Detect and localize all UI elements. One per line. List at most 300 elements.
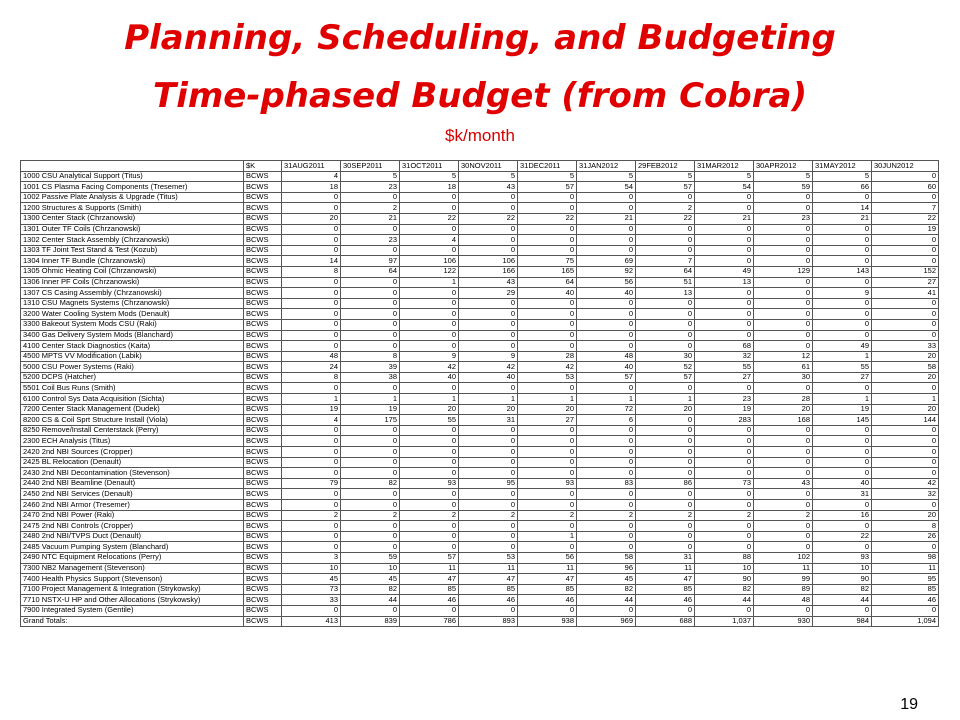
- value-cell: 0: [341, 468, 400, 479]
- value-cell: 0: [400, 203, 459, 214]
- value-cell: 0: [636, 457, 695, 468]
- value-cell: 21: [577, 213, 636, 224]
- value-cell: 64: [636, 266, 695, 277]
- table-row: [21, 341, 939, 352]
- value-cell: 0: [341, 341, 400, 352]
- value-cell: 839: [341, 616, 400, 627]
- value-cell: 29: [459, 288, 518, 299]
- table-row: [21, 351, 939, 362]
- value-cell: 0: [695, 319, 754, 330]
- value-cell: 1: [636, 394, 695, 405]
- value-cell: 0: [400, 521, 459, 532]
- value-cell: 0: [459, 383, 518, 394]
- measure-cell: BCWS: [244, 404, 282, 415]
- measure-cell: BCWS: [244, 595, 282, 606]
- value-cell: 82: [341, 478, 400, 489]
- value-cell: 0: [341, 500, 400, 511]
- value-cell: 0: [518, 521, 577, 532]
- value-cell: 0: [872, 235, 939, 246]
- measure-cell: BCWS: [244, 552, 282, 563]
- column-header: 30NOV2011: [459, 161, 518, 172]
- value-cell: 0: [695, 330, 754, 341]
- value-cell: 0: [518, 330, 577, 341]
- value-cell: 4: [400, 235, 459, 246]
- value-cell: 0: [282, 500, 341, 511]
- value-cell: 0: [577, 605, 636, 616]
- column-header: $K: [244, 161, 282, 172]
- value-cell: 20: [872, 351, 939, 362]
- value-cell: 0: [813, 330, 872, 341]
- row-label: 1307 CS Casing Assembly (Chrzanowski): [21, 288, 244, 299]
- value-cell: 42: [400, 362, 459, 373]
- value-cell: 102: [754, 552, 813, 563]
- value-cell: 1: [341, 394, 400, 405]
- measure-cell: BCWS: [244, 372, 282, 383]
- value-cell: 1: [813, 351, 872, 362]
- value-cell: 46: [459, 595, 518, 606]
- value-cell: 0: [872, 383, 939, 394]
- value-cell: 47: [518, 574, 577, 585]
- value-cell: 40: [577, 288, 636, 299]
- value-cell: 93: [518, 478, 577, 489]
- value-cell: 48: [754, 595, 813, 606]
- value-cell: 106: [400, 256, 459, 267]
- table-row: [21, 552, 939, 563]
- row-label: 1002 Passive Plate Analysis & Upgrade (Titus): [21, 192, 244, 203]
- value-cell: 14: [282, 256, 341, 267]
- measure-cell: BCWS: [244, 330, 282, 341]
- value-cell: 0: [577, 521, 636, 532]
- value-cell: 85: [636, 584, 695, 595]
- value-cell: 0: [636, 245, 695, 256]
- value-cell: 0: [813, 245, 872, 256]
- value-cell: 0: [754, 425, 813, 436]
- value-cell: 0: [282, 447, 341, 458]
- value-cell: 0: [282, 531, 341, 542]
- slide-title-line-1: Planning, Scheduling, and Budgeting: [124, 18, 836, 58]
- value-cell: 8: [282, 266, 341, 277]
- value-cell: 22: [400, 213, 459, 224]
- value-cell: 73: [282, 584, 341, 595]
- value-cell: 1: [518, 531, 577, 542]
- value-cell: 0: [459, 436, 518, 447]
- row-label: 4100 Center Stack Diagnostics (Kaita): [21, 341, 244, 352]
- value-cell: 0: [400, 319, 459, 330]
- table-row: [21, 213, 939, 224]
- table-row: [21, 182, 939, 193]
- value-cell: 0: [518, 203, 577, 214]
- value-cell: 57: [577, 372, 636, 383]
- column-header: 31JAN2012: [577, 161, 636, 172]
- measure-cell: BCWS: [244, 351, 282, 362]
- value-cell: 0: [813, 383, 872, 394]
- value-cell: 0: [813, 425, 872, 436]
- value-cell: 0: [282, 319, 341, 330]
- table-row: [21, 277, 939, 288]
- value-cell: 145: [813, 415, 872, 426]
- value-cell: 0: [459, 330, 518, 341]
- value-cell: 12: [754, 351, 813, 362]
- value-cell: 938: [518, 616, 577, 627]
- measure-cell: BCWS: [244, 415, 282, 426]
- value-cell: 2: [518, 510, 577, 521]
- value-cell: 21: [813, 213, 872, 224]
- value-cell: 0: [577, 192, 636, 203]
- row-label: 7900 Integrated System (Gentile): [21, 605, 244, 616]
- value-cell: 0: [341, 192, 400, 203]
- value-cell: 0: [577, 224, 636, 235]
- table-row: [21, 436, 939, 447]
- value-cell: 0: [577, 235, 636, 246]
- row-label: 1306 Inner PF Coils (Chrzanowski): [21, 277, 244, 288]
- value-cell: 0: [577, 319, 636, 330]
- table-row: [21, 330, 939, 341]
- value-cell: 0: [695, 521, 754, 532]
- value-cell: 40: [400, 372, 459, 383]
- value-cell: 0: [872, 298, 939, 309]
- value-cell: 19: [282, 404, 341, 415]
- value-cell: 0: [813, 542, 872, 553]
- value-cell: 0: [577, 542, 636, 553]
- value-cell: 48: [282, 351, 341, 362]
- value-cell: 0: [695, 245, 754, 256]
- value-cell: 13: [695, 277, 754, 288]
- row-label: 1304 Inner TF Bundle (Chrzanowski): [21, 256, 244, 267]
- value-cell: 4: [282, 171, 341, 182]
- value-cell: 0: [459, 309, 518, 320]
- value-cell: 0: [459, 425, 518, 436]
- value-cell: 688: [636, 616, 695, 627]
- measure-cell: BCWS: [244, 574, 282, 585]
- value-cell: 82: [341, 584, 400, 595]
- measure-cell: BCWS: [244, 468, 282, 479]
- value-cell: 0: [695, 457, 754, 468]
- row-label: 1000 CSU Analytical Support (Titus): [21, 171, 244, 182]
- value-cell: 0: [872, 330, 939, 341]
- value-cell: 38: [341, 372, 400, 383]
- value-cell: 5: [459, 171, 518, 182]
- value-cell: 0: [872, 447, 939, 458]
- value-cell: 0: [518, 309, 577, 320]
- value-cell: 28: [518, 351, 577, 362]
- table-row: [21, 605, 939, 616]
- measure-cell: BCWS: [244, 319, 282, 330]
- value-cell: 0: [636, 383, 695, 394]
- value-cell: 23: [341, 235, 400, 246]
- value-cell: 0: [282, 436, 341, 447]
- value-cell: 3: [282, 552, 341, 563]
- value-cell: 22: [872, 213, 939, 224]
- value-cell: 0: [754, 277, 813, 288]
- measure-cell: BCWS: [244, 192, 282, 203]
- value-cell: 175: [341, 415, 400, 426]
- value-cell: 0: [872, 605, 939, 616]
- value-cell: 5: [341, 171, 400, 182]
- value-cell: 11: [459, 563, 518, 574]
- value-cell: 51: [636, 277, 695, 288]
- value-cell: 0: [636, 235, 695, 246]
- value-cell: 0: [754, 468, 813, 479]
- value-cell: 0: [341, 447, 400, 458]
- value-cell: 11: [636, 563, 695, 574]
- row-label: 2450 2nd NBI Services (Denault): [21, 489, 244, 500]
- value-cell: 0: [695, 489, 754, 500]
- value-cell: 0: [577, 436, 636, 447]
- value-cell: 45: [341, 574, 400, 585]
- value-cell: 5: [695, 171, 754, 182]
- row-label: 1301 Outer TF Coils (Chrzanowski): [21, 224, 244, 235]
- value-cell: 0: [400, 531, 459, 542]
- row-label: 1300 Center Stack (Chrzanowski): [21, 213, 244, 224]
- value-cell: 14: [813, 203, 872, 214]
- value-cell: 20: [754, 404, 813, 415]
- row-label: 8200 CS & Coil Sprt Structure Install (Viola): [21, 415, 244, 426]
- value-cell: 4: [282, 415, 341, 426]
- row-label: 2480 2nd NBI/TVPS Duct (Denault): [21, 531, 244, 542]
- table-row: [21, 256, 939, 267]
- value-cell: 20: [282, 213, 341, 224]
- row-label: 2475 2nd NBI Controls (Cropper): [21, 521, 244, 532]
- measure-cell: BCWS: [244, 298, 282, 309]
- value-cell: 0: [577, 330, 636, 341]
- value-cell: 0: [754, 531, 813, 542]
- value-cell: 5: [518, 171, 577, 182]
- measure-cell: BCWS: [244, 245, 282, 256]
- value-cell: 0: [636, 319, 695, 330]
- value-cell: 0: [577, 298, 636, 309]
- value-cell: 0: [754, 489, 813, 500]
- row-label: 2440 2nd NBI Beamline (Denault): [21, 478, 244, 489]
- value-cell: 7: [872, 203, 939, 214]
- value-cell: 57: [518, 182, 577, 193]
- row-label: 1001 CS Plasma Facing Components (Tresemer): [21, 182, 244, 193]
- value-cell: 0: [282, 330, 341, 341]
- value-cell: 9: [813, 288, 872, 299]
- value-cell: 0: [872, 319, 939, 330]
- value-cell: 33: [282, 595, 341, 606]
- row-label: 1200 Structures & Supports (Smith): [21, 203, 244, 214]
- measure-cell: BCWS: [244, 277, 282, 288]
- value-cell: 56: [518, 552, 577, 563]
- measure-cell: BCWS: [244, 584, 282, 595]
- value-cell: 0: [695, 447, 754, 458]
- table-row: [21, 192, 939, 203]
- budget-table: [20, 160, 939, 627]
- value-cell: 1: [400, 394, 459, 405]
- value-cell: 0: [400, 192, 459, 203]
- value-cell: 0: [400, 245, 459, 256]
- value-cell: 44: [813, 595, 872, 606]
- value-cell: 19: [813, 404, 872, 415]
- value-cell: 11: [518, 563, 577, 574]
- value-cell: 413: [282, 616, 341, 627]
- value-cell: 0: [636, 468, 695, 479]
- value-cell: 9: [400, 351, 459, 362]
- value-cell: 30: [636, 351, 695, 362]
- value-cell: 0: [754, 383, 813, 394]
- value-cell: 0: [400, 425, 459, 436]
- value-cell: 0: [341, 298, 400, 309]
- value-cell: 0: [577, 245, 636, 256]
- value-cell: 43: [754, 478, 813, 489]
- value-cell: 66: [813, 182, 872, 193]
- value-cell: 33: [872, 341, 939, 352]
- value-cell: 0: [577, 489, 636, 500]
- row-label: 5501 Coil Bus Runs (Smith): [21, 383, 244, 394]
- value-cell: 0: [695, 605, 754, 616]
- value-cell: 0: [636, 605, 695, 616]
- column-header: 29FEB2012: [636, 161, 695, 172]
- table-row: [21, 521, 939, 532]
- value-cell: 152: [872, 266, 939, 277]
- value-cell: 85: [518, 584, 577, 595]
- value-cell: 44: [341, 595, 400, 606]
- value-cell: 0: [754, 542, 813, 553]
- table-row: [21, 404, 939, 415]
- value-cell: 55: [695, 362, 754, 373]
- value-cell: 0: [459, 203, 518, 214]
- row-label: 7400 Health Physics Support (Stevenson): [21, 574, 244, 585]
- value-cell: 984: [813, 616, 872, 627]
- value-cell: 42: [518, 362, 577, 373]
- value-cell: 0: [754, 457, 813, 468]
- value-cell: 54: [577, 182, 636, 193]
- table-row: [21, 171, 939, 182]
- value-cell: 0: [813, 457, 872, 468]
- value-cell: 0: [341, 457, 400, 468]
- table-row: [21, 447, 939, 458]
- value-cell: 0: [341, 436, 400, 447]
- measure-cell: BCWS: [244, 383, 282, 394]
- value-cell: 0: [459, 245, 518, 256]
- value-cell: 0: [754, 203, 813, 214]
- table-row: [21, 224, 939, 235]
- value-cell: 168: [754, 415, 813, 426]
- value-cell: 0: [636, 224, 695, 235]
- value-cell: 75: [518, 256, 577, 267]
- value-cell: 0: [754, 245, 813, 256]
- value-cell: 0: [282, 489, 341, 500]
- value-cell: 0: [577, 425, 636, 436]
- table-row: [21, 425, 939, 436]
- value-cell: 0: [813, 192, 872, 203]
- value-cell: 1: [577, 394, 636, 405]
- value-cell: 2: [282, 510, 341, 521]
- value-cell: 0: [400, 542, 459, 553]
- value-cell: 57: [400, 552, 459, 563]
- measure-cell: BCWS: [244, 182, 282, 193]
- value-cell: 1: [813, 394, 872, 405]
- value-cell: 0: [282, 288, 341, 299]
- value-cell: 28: [754, 394, 813, 405]
- value-cell: 99: [754, 574, 813, 585]
- table-row: [21, 319, 939, 330]
- value-cell: 27: [813, 372, 872, 383]
- value-cell: 283: [695, 415, 754, 426]
- value-cell: 10: [813, 563, 872, 574]
- value-cell: 0: [400, 309, 459, 320]
- row-label: 2470 2nd NBI Power (Raki): [21, 510, 244, 521]
- value-cell: 0: [754, 341, 813, 352]
- value-cell: 0: [341, 425, 400, 436]
- value-cell: 58: [577, 552, 636, 563]
- value-cell: 2: [459, 510, 518, 521]
- value-cell: 85: [872, 584, 939, 595]
- value-cell: 13: [636, 288, 695, 299]
- value-cell: 2: [341, 510, 400, 521]
- value-cell: 0: [813, 277, 872, 288]
- value-cell: 40: [459, 372, 518, 383]
- value-cell: 0: [459, 531, 518, 542]
- slide-title-line-2: Time-phased Budget (from Cobra): [153, 76, 807, 116]
- value-cell: 0: [695, 531, 754, 542]
- column-header: [21, 161, 244, 172]
- value-cell: 0: [400, 500, 459, 511]
- value-cell: 0: [518, 298, 577, 309]
- value-cell: 0: [341, 319, 400, 330]
- value-cell: 0: [400, 447, 459, 458]
- value-cell: 57: [636, 182, 695, 193]
- measure-cell: BCWS: [244, 288, 282, 299]
- value-cell: 0: [636, 341, 695, 352]
- value-cell: 48: [577, 351, 636, 362]
- value-cell: 0: [518, 489, 577, 500]
- value-cell: 0: [872, 256, 939, 267]
- row-label: 2460 2nd NBI Armor (Tresemer): [21, 500, 244, 511]
- table-row: [21, 394, 939, 405]
- value-cell: 40: [813, 478, 872, 489]
- value-cell: 0: [577, 468, 636, 479]
- value-cell: 0: [695, 383, 754, 394]
- value-cell: 59: [754, 182, 813, 193]
- value-cell: 0: [754, 298, 813, 309]
- value-cell: 0: [518, 245, 577, 256]
- row-label: 3300 Bakeout System Mods CSU (Raki): [21, 319, 244, 330]
- value-cell: 0: [754, 500, 813, 511]
- value-cell: 0: [754, 436, 813, 447]
- value-cell: 0: [518, 542, 577, 553]
- value-cell: 0: [518, 192, 577, 203]
- value-cell: 68: [695, 341, 754, 352]
- value-cell: 1,037: [695, 616, 754, 627]
- row-label: 1303 TF Joint Test Stand & Test (Kozub): [21, 245, 244, 256]
- table-row: [21, 383, 939, 394]
- value-cell: 24: [282, 362, 341, 373]
- budget-table-container: [20, 160, 938, 627]
- row-label: 1302 Center Stack Assembly (Chrzanowski): [21, 235, 244, 246]
- value-cell: 0: [341, 224, 400, 235]
- value-cell: 47: [400, 574, 459, 585]
- value-cell: 0: [518, 436, 577, 447]
- value-cell: 0: [872, 436, 939, 447]
- value-cell: 11: [754, 563, 813, 574]
- value-cell: 30: [754, 372, 813, 383]
- value-cell: 0: [813, 256, 872, 267]
- value-cell: 0: [341, 288, 400, 299]
- value-cell: 53: [518, 372, 577, 383]
- value-cell: 7: [636, 256, 695, 267]
- value-cell: 0: [282, 383, 341, 394]
- value-cell: 20: [872, 372, 939, 383]
- measure-cell: BCWS: [244, 341, 282, 352]
- value-cell: 0: [400, 288, 459, 299]
- value-cell: 0: [459, 192, 518, 203]
- value-cell: 0: [400, 457, 459, 468]
- table-row: [21, 500, 939, 511]
- value-cell: 2: [754, 510, 813, 521]
- column-header: 31DEC2011: [518, 161, 577, 172]
- table-row: [21, 298, 939, 309]
